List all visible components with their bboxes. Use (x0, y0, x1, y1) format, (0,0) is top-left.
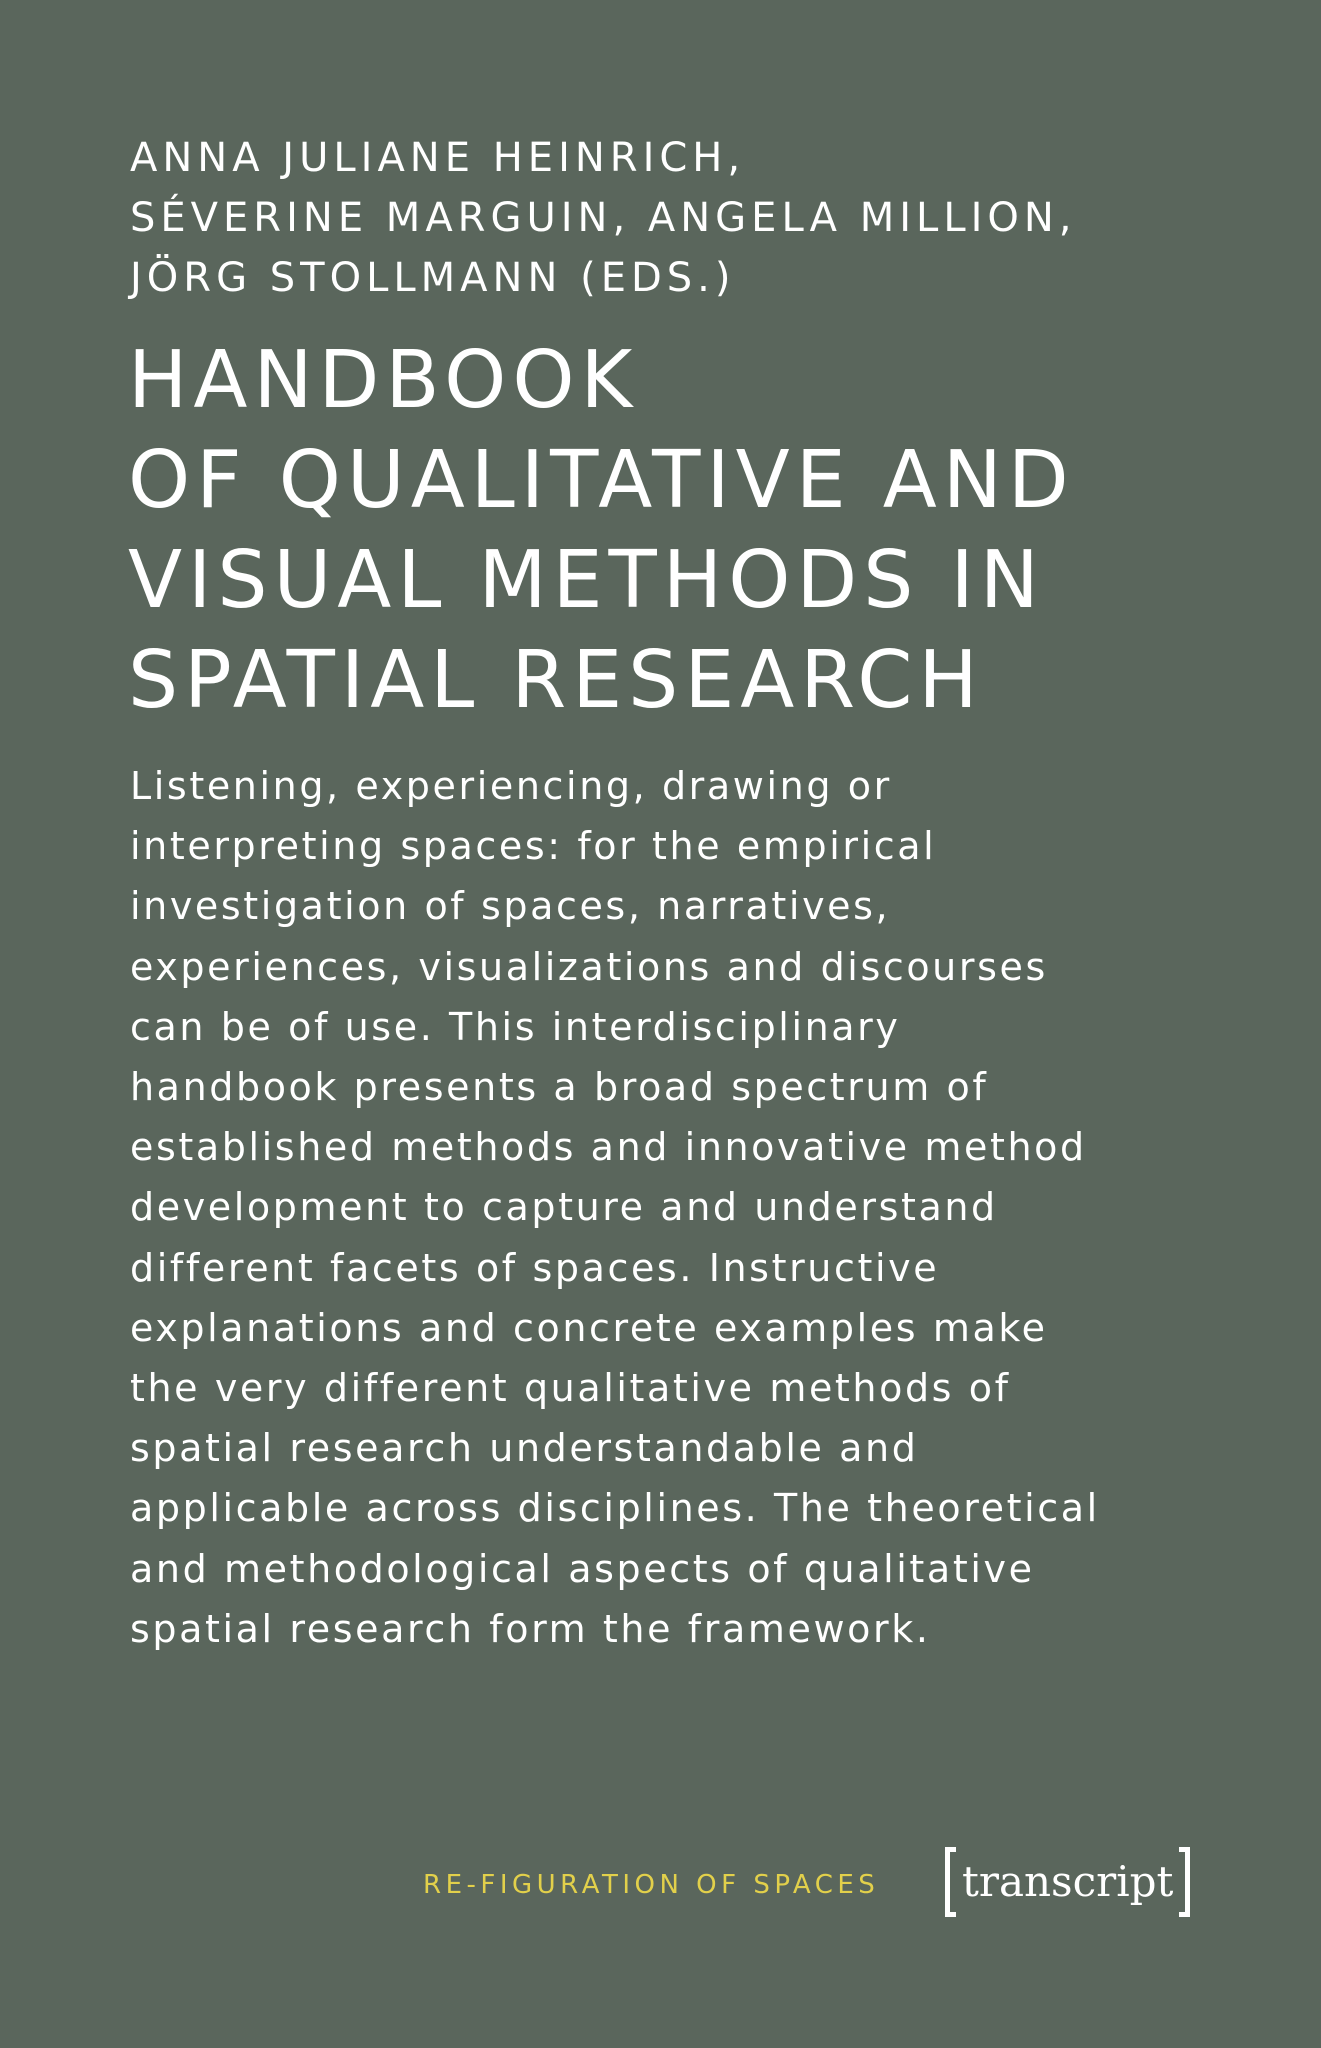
publisher-logo (945, 1846, 1190, 1918)
left-bracket-icon (945, 1847, 956, 1917)
description-line: handbook presents a broad spectrum of (130, 1065, 989, 1110)
description-line: spatial research form the framework. (130, 1606, 931, 1651)
title-line: OF QUALITATIVE AND (128, 434, 1075, 526)
description-line: applicable across disciplines. The theoretical (130, 1486, 1100, 1531)
title-line: VISUAL METHODS IN (128, 534, 1045, 626)
description-line: the very different qualitative methods of (130, 1366, 1011, 1411)
description-line: spatial research understandable and (130, 1426, 919, 1471)
publisher-name: transcript (962, 1857, 1174, 1906)
description-line: and methodological aspects of qualitative (130, 1546, 1035, 1591)
description-line: investigation of spaces, narratives, (130, 884, 891, 929)
series-name: RE-FIGURATION OF SPACES (423, 1870, 880, 1900)
editors-block (130, 128, 1230, 308)
title-line: HANDBOOK (128, 334, 639, 426)
book-title (128, 330, 1278, 730)
description-line: experiences, visualizations and discourses (130, 944, 1048, 989)
book-description (130, 756, 1280, 1659)
description-line: explanations and concrete examples make (130, 1305, 1048, 1350)
description-line: Listening, experiencing, drawing or (130, 764, 892, 808)
description-line: interpreting spaces: for the empirical (130, 824, 937, 869)
editors-line: ANNA JULIANE HEINRICH, (130, 135, 746, 181)
title-line: SPATIAL RESEARCH (128, 634, 984, 726)
right-bracket-icon (1179, 1847, 1190, 1917)
description-line: different facets of spaces. Instructive (130, 1245, 940, 1290)
editors-line: JÖRG STOLLMANN (EDS.) (130, 255, 736, 301)
description-line: development to capture and understand (130, 1185, 998, 1230)
description-line: can be of use. This interdisciplinary (130, 1004, 901, 1049)
description-line: established methods and innovative method (130, 1125, 1087, 1170)
editors-line: SÉVERINE MARGUIN, ANGELA MILLION, (130, 195, 1077, 241)
